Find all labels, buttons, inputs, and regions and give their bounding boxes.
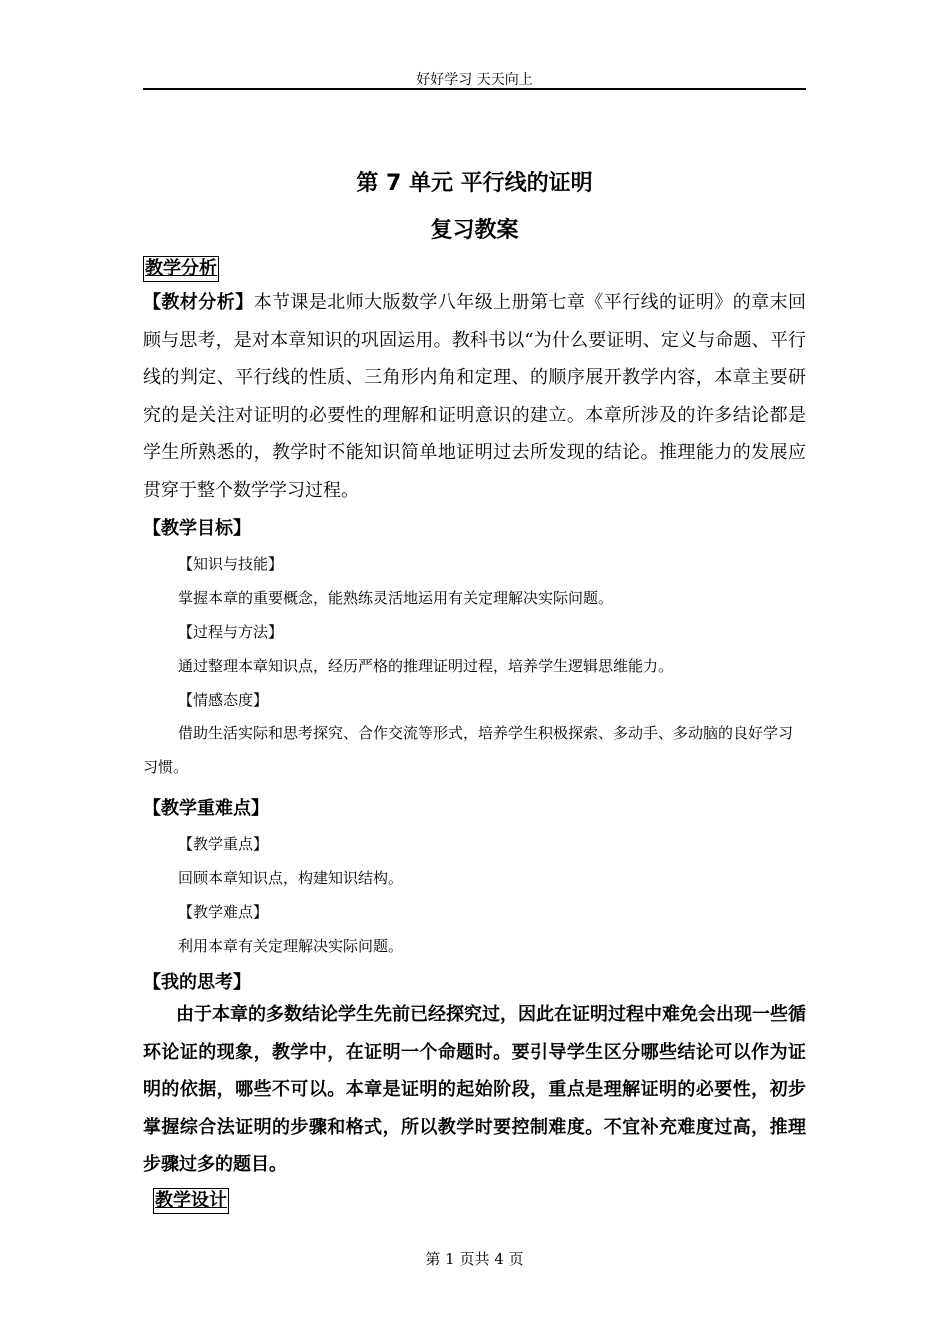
design-heading: 教学设计	[153, 1188, 229, 1214]
page-footer: 第 1 页共 4 页	[425, 1250, 524, 1268]
document-title: 第 7 单元 平行线的证明	[356, 171, 593, 196]
goals-heading: 【教学目标】	[143, 518, 251, 539]
page-header: 好好学习 天天向上	[416, 72, 533, 88]
textbook-analysis-paragraph	[143, 284, 806, 510]
goal-attitude-label: 【情感态度】	[178, 691, 269, 709]
document-subtitle: 复习教案	[430, 218, 519, 243]
key-point-text: 回顾本章知识点，构建知识结构。	[178, 869, 404, 887]
analysis-heading: 教学分析	[143, 256, 219, 282]
thinking-heading: 【我的思考】	[143, 972, 251, 993]
goal-knowledge-label: 【知识与技能】	[178, 555, 284, 573]
goal-process-text: 通过整理本章知识点，经历严格的推理证明过程，培养学生逻辑思维能力。	[178, 657, 674, 675]
difficulty-text: 利用本章有关定理解决实际问题。	[178, 937, 404, 955]
difficulty-label: 【教学难点】	[178, 903, 269, 921]
keypoints-heading: 【教学重难点】	[143, 798, 269, 819]
key-point-label: 【教学重点】	[178, 835, 269, 853]
goal-process-label: 【过程与方法】	[178, 623, 284, 641]
header-rule	[143, 88, 806, 90]
goal-knowledge-text: 掌握本章的重要概念，能熟练灵活地运用有关定理解决实际问题。	[178, 589, 614, 607]
textbook-analysis-text: 本节课是北师大版数学八年级上册第七章《平行线的证明》的章末回顾与思考，是对本章知识的巩固运用。教科书以“为什么要证明、定义与命题、平行线的判定、平行线的性质、三角形内角和定理、的顺序展开教学内容，本章主要研究的是关注对证明的必要性的理解和证明意识的建立。本章所涉及的许多结论都是学生所熟悉的，教学时不能知识简单地证明过去所发现的结论。推理能力的发展应贯穿于整个数学学习过程。	[143, 292, 807, 501]
thinking-paragraph: 由于本章的多数结论学生先前已经探究过，因此在证明过程中难免会出现一些循环论证的现象，教学中，在证明一个命题时。要引导学生区分哪些结论可以作为证明的依据，哪些不可以。本章是证明的起始阶段，重点是理解证明的必要性，初步掌握综合法证明的步骤和格式，所以教学时要控制难度。不宜补充难度过高，推理步骤过多的题目。	[143, 1004, 806, 1175]
textbook-analysis-label: 【教材分析】	[143, 292, 254, 313]
goal-attitude-text: 借助生活实际和思考探究、合作交流等形式，培养学生积极探索、多动手、多动脑的良好学习习惯。	[143, 724, 794, 776]
